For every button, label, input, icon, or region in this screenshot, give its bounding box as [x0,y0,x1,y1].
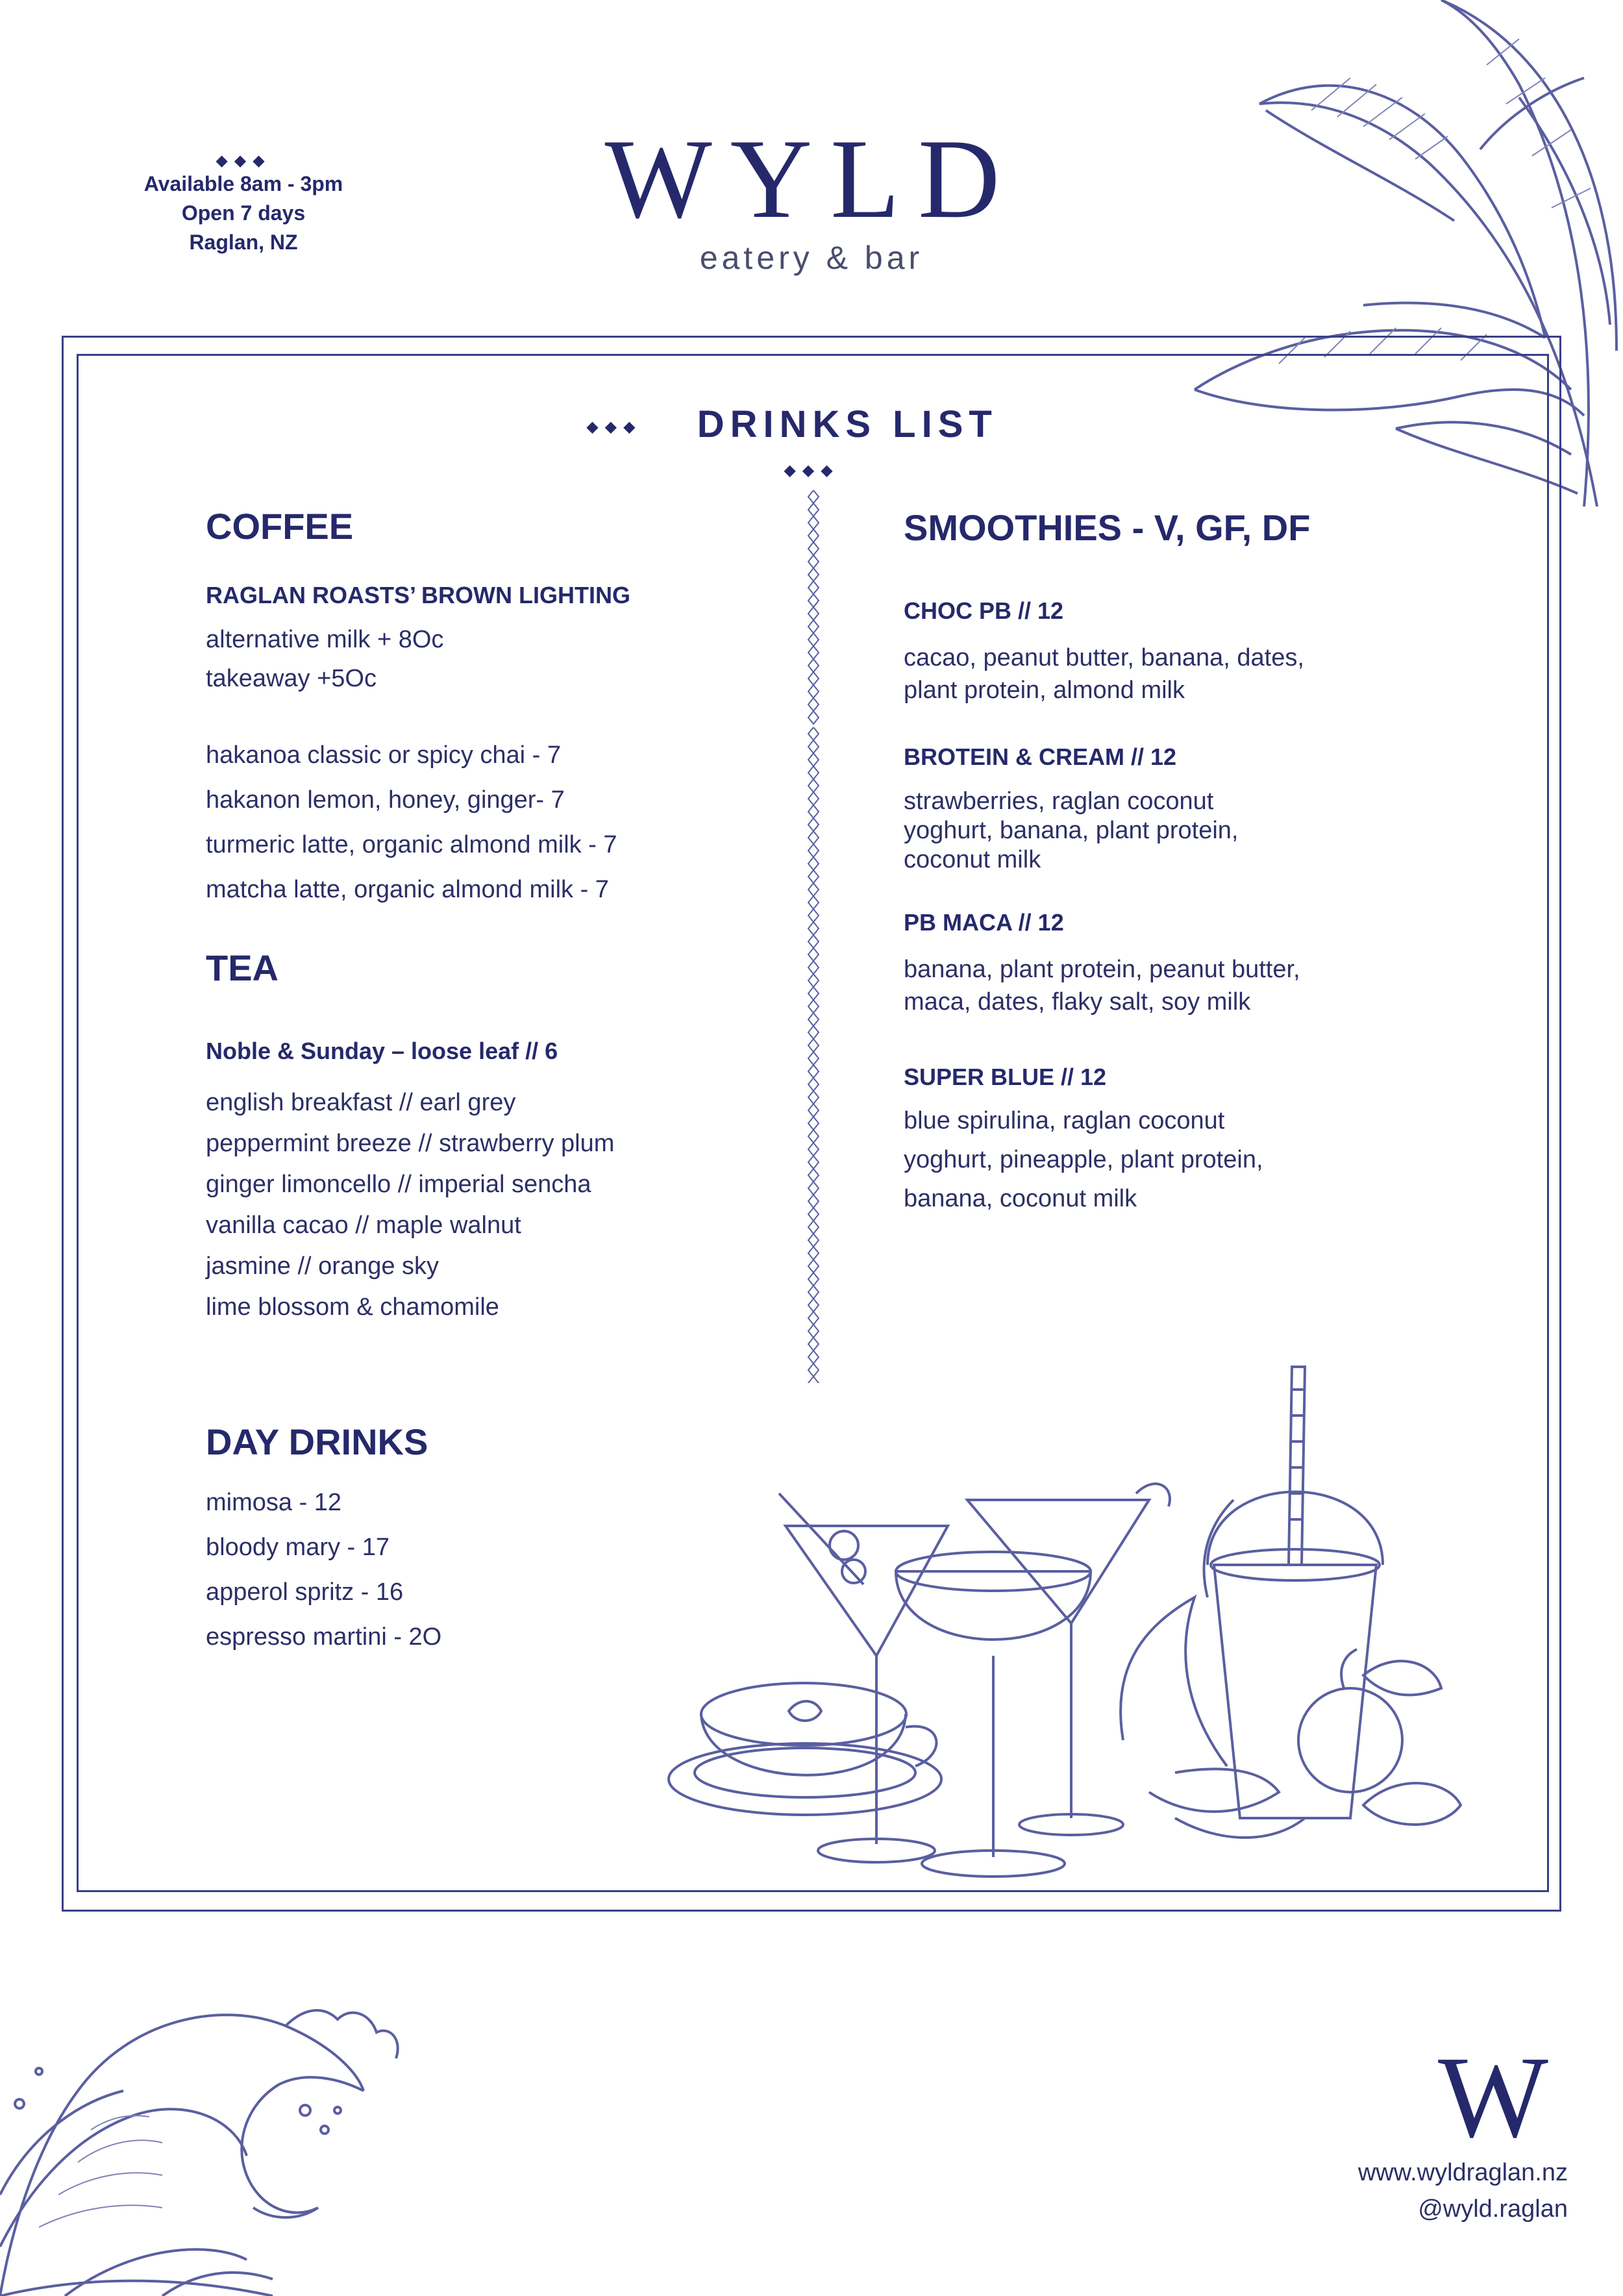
coffee-items [206,733,617,912]
day-drinks-items [206,1480,441,1660]
ingredient-line: yoghurt, pineapple, plant protein, [904,1146,1263,1173]
smoothie-ingredients [904,953,1300,1018]
column-divider-lower [807,727,820,1383]
diamond-ornament-left: ◆◆◆ [586,418,642,436]
logo-wordmark: WYLD [604,116,1019,242]
logo-subtitle: eatery & bar [699,240,924,276]
tea-item: lime blossom & chamomile [206,1293,499,1321]
smoothie-name: SUPER BLUE // 12 [904,1064,1107,1090]
availability-info [97,153,390,257]
day-drink-item: espresso martini - 2O [206,1623,442,1651]
tea-item: peppermint breeze // strawberry plum [206,1130,615,1157]
coffee-item: matcha latte, organic almond milk - 7 [206,876,609,903]
coffee-item: hakanon lemon, honey, ginger- 7 [206,786,565,814]
coffee-heading: COFFEE [206,506,354,547]
tea-subheading: Noble & Sunday – loose leaf // 6 [206,1038,558,1064]
tea-item: jasmine // orange sky [206,1253,440,1280]
drinks-illustration [656,1351,1474,1883]
instagram-handle[interactable]: @wyld.raglan [1418,2195,1568,2223]
coffee-note: takeaway +5Oc [206,665,377,692]
smoothie-ingredients [904,1101,1263,1218]
coffee-item: hakanoa classic or spicy chai - 7 [206,742,562,769]
tea-item: vanilla cacao // maple walnut [206,1212,521,1239]
ingredient-line: strawberries, raglan coconut [904,788,1214,815]
smoothie-name: BROTEIN & CREAM // 12 [904,743,1177,770]
smoothie-ingredients [904,787,1239,875]
diamond-ornament-right: ◆◆◆ [784,462,839,480]
day-drinks-heading: DAY DRINKS [206,1421,428,1462]
ingredient-line: coconut milk [904,846,1041,873]
footer-monogram-text: W [1438,2045,1548,2156]
wave-illustration [0,1857,415,2296]
availability-days: Open 7 days [181,201,306,225]
tea-item: english breakfast // earl grey [206,1089,516,1116]
coffee-notes [206,620,443,698]
coffee-subheading: RAGLAN ROASTS’ BROWN LIGHTING [206,582,630,608]
ingredient-line: banana, plant protein, peanut butter, [904,956,1300,983]
footer-contact [1358,2154,1568,2227]
ingredient-line: blue spirulina, raglan coconut [904,1107,1225,1134]
menu-title-text: DRINKS LIST [697,403,998,445]
column-divider [807,490,820,734]
coffee-note: alternative milk + 8Oc [206,626,444,653]
ingredient-line: maca, dates, flaky salt, soy milk [904,988,1251,1016]
coffee-item: turmeric latte, organic almond milk - 7 [206,831,617,858]
tea-item: ginger limoncello // imperial sencha [206,1171,591,1198]
day-drink-item: bloody mary - 17 [206,1534,390,1561]
smoothie-name: PB MACA // 12 [904,909,1064,936]
smoothie-name: CHOC PB // 12 [904,597,1064,624]
availability-hours: Available 8am - 3pm [143,172,343,195]
smoothies-heading: SMOOTHIES - V, GF, DF [904,507,1311,548]
brand-logo [584,116,1039,277]
ingredient-line: plant protein, almond milk [904,677,1185,704]
ingredient-line: banana, coconut milk [904,1185,1137,1212]
ingredient-line: cacao, peanut butter, banana, dates, [904,644,1304,671]
day-drink-item: mimosa - 12 [206,1489,342,1516]
website-link[interactable]: www.wyldraglan.nz [1357,2159,1568,2186]
tea-heading: TEA [206,947,279,988]
footer-monogram [1415,2045,1571,2156]
day-drink-item: apperol spritz - 16 [206,1578,404,1606]
smoothie-ingredients [904,642,1304,706]
diamond-ornament: ◆◆◆ [216,152,271,169]
tea-items [206,1082,614,1328]
menu-title [558,403,1065,490]
ingredient-line: yoghurt, banana, plant protein, [904,817,1239,844]
availability-location: Raglan, NZ [189,231,298,254]
